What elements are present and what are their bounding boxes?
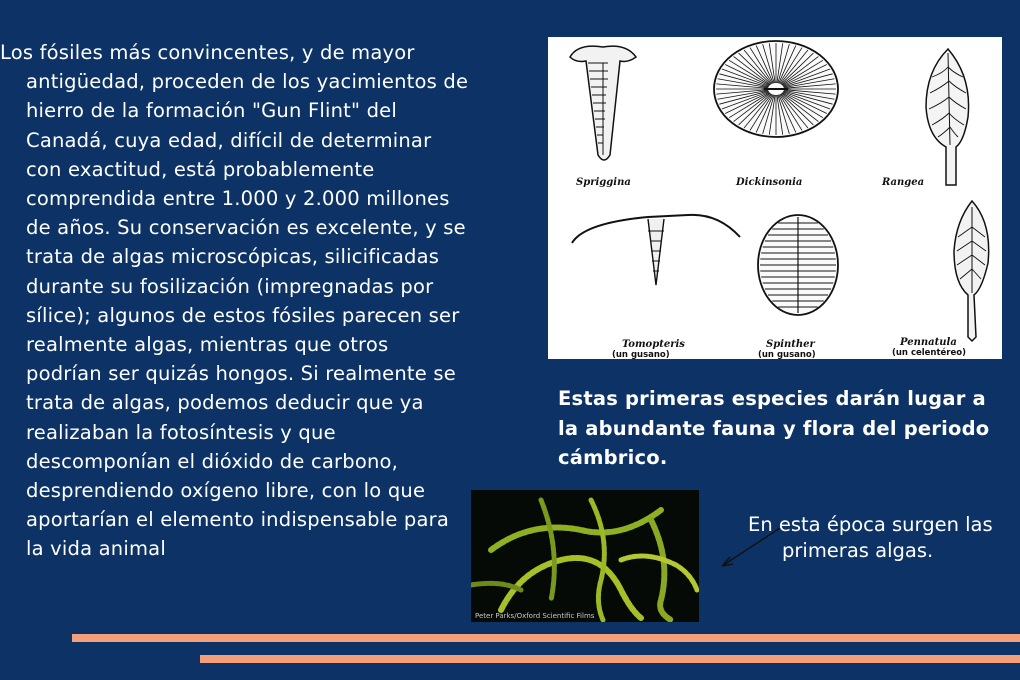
spriggina-drawing <box>570 46 636 160</box>
label-tomopteris-sub: (un gusano) <box>612 350 670 359</box>
label-pennatula-sub: (un celentéreo) <box>892 348 966 358</box>
tomopteris-drawing <box>572 215 740 285</box>
fossil-drawings <box>548 37 1002 359</box>
algae-filaments <box>471 490 699 622</box>
dickinsonia-drawing <box>714 41 838 137</box>
fossil-illustration <box>548 37 1002 359</box>
label-spinther: Spinther <box>766 339 815 350</box>
accent-bar-top <box>72 634 1020 642</box>
main-paragraph: Los fósiles más convincentes, y de mayor antigüedad, proceden de los yacimientos de hierro de la formación "Gun Flint" del Canadá, cuya edad, difícil de determinar con exactitud, está probablemente comprendida entre 1.000 y 2.000 millones de años. Su conservación es excelente, y se trata de algas microscópicas, silicificadas durante su fosilización (impregnadas por sílice); algunos de estos fósiles parecen ser realmente algas, mientras que otros podrían ser quizás hongos. Si realmente se trata de algas, podemos deducir que ya realizaban la fotosíntesis y que descomponían el dióxido de carbono, desprendiendo oxígeno libre, con lo que aportarían el elemento indispensable para la vida animal <box>0 41 469 561</box>
photo-credit: Peter Parks/Oxford Scientific Films <box>475 612 595 620</box>
label-spriggina: Spriggina <box>576 177 631 188</box>
rangea-drawing <box>926 49 969 185</box>
accent-bar-bottom <box>200 655 1020 663</box>
label-dickinsonia: Dickinsonia <box>736 177 803 188</box>
label-tomopteris: Tomopteris <box>622 339 685 350</box>
caption-paragraph: Estas primeras especies darán lugar a la abundante fauna y flora del periodo cámbrico. <box>558 387 990 469</box>
label-pennatula: Pennatula <box>900 337 957 348</box>
algae-photo <box>471 490 699 622</box>
label-rangea: Rangea <box>882 177 925 188</box>
spinther-drawing <box>758 215 838 315</box>
label-spinther-sub: (un gusano) <box>758 350 816 359</box>
algae-note: En esta época surgen las primeras algas. <box>748 513 993 562</box>
pennatula-drawing <box>954 201 989 341</box>
